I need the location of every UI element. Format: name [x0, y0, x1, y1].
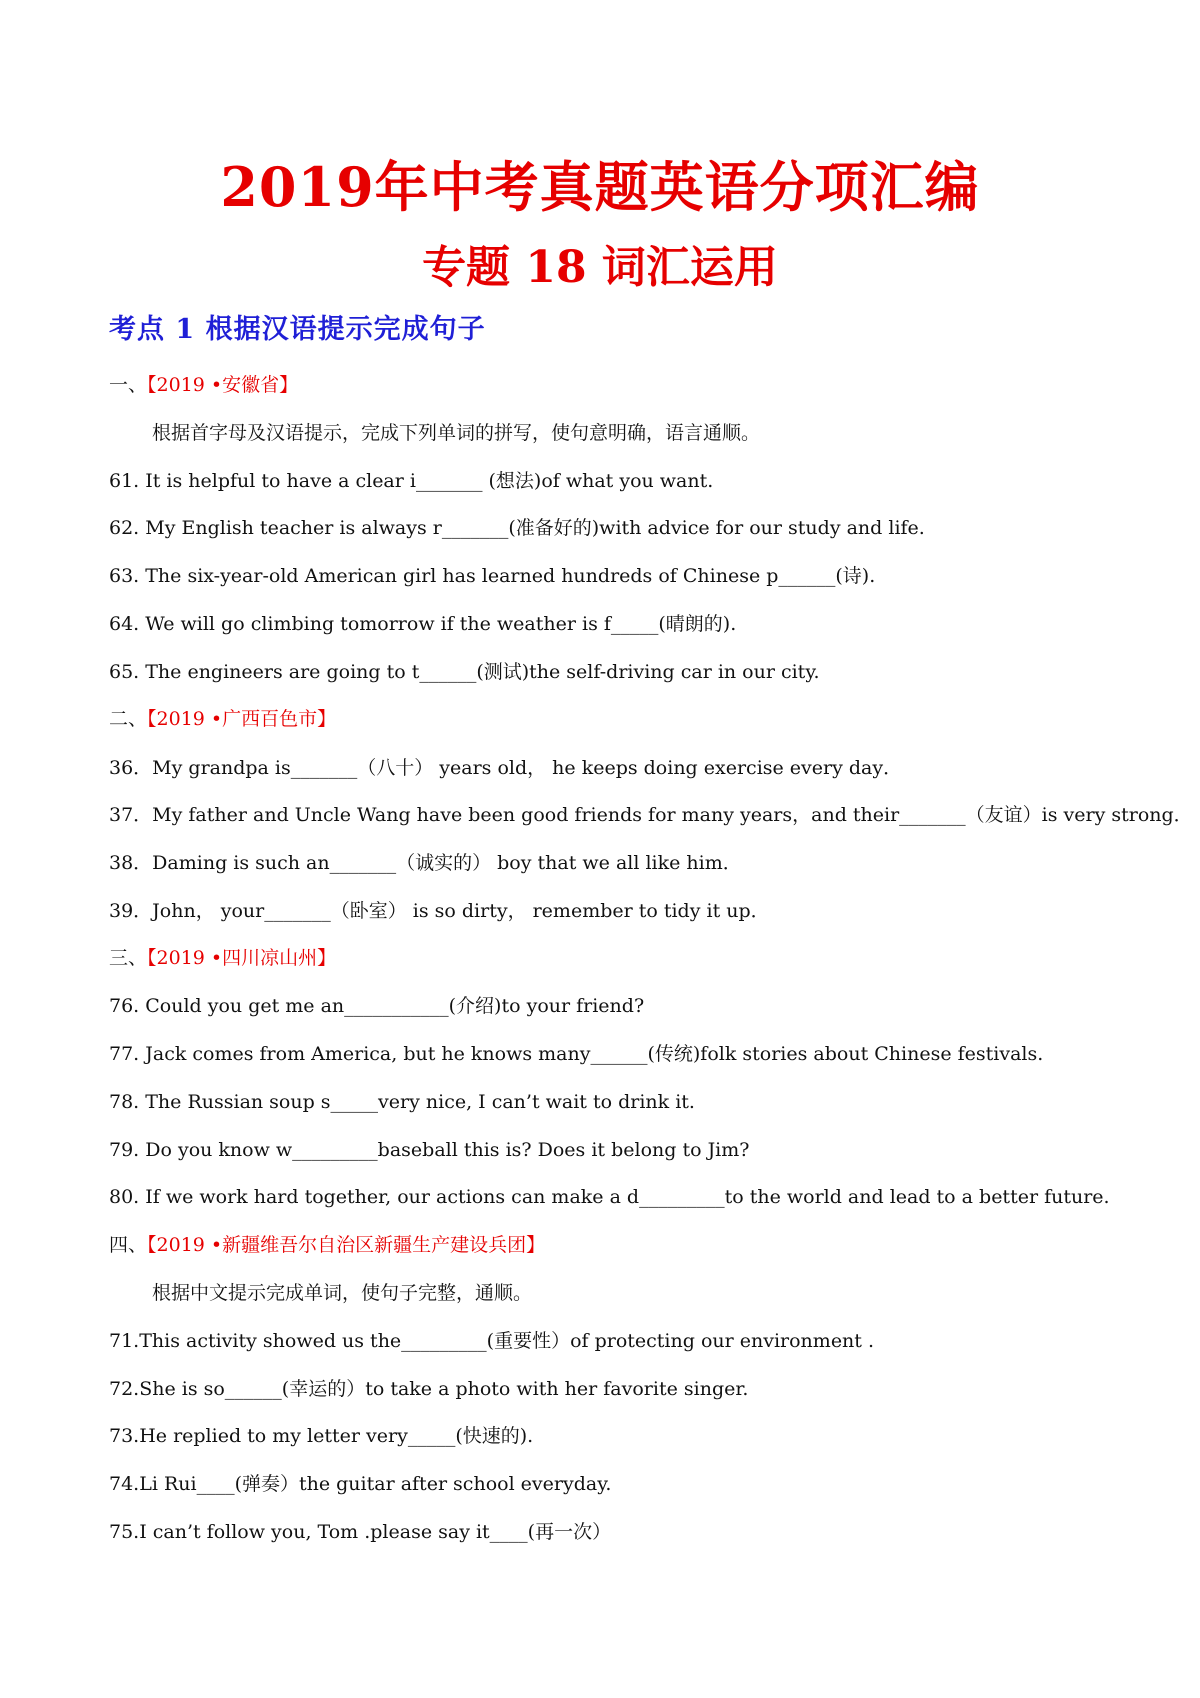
document-title: 2019年中考真题英语分项汇编 — [220, 155, 980, 219]
question-item: 79. Do you know w_________baseball this is? Does it belong to Jim? — [109, 1139, 750, 1161]
question-item: 72.She is so______(幸运的）to take a photo with her favorite singer. — [109, 1378, 749, 1400]
question-item: 74.Li Rui____(弹奏）the guitar after school everyday. — [109, 1473, 612, 1495]
question-item: 38．Daming is such an_______（诚实的） boy that we all like him． — [109, 852, 742, 874]
group-prefix: 二、 — [109, 708, 148, 730]
question-item: 75.I can’t follow you, Tom .please say it____(再一次） — [109, 1521, 612, 1543]
question-item: 77. Jack comes from America, but he knows many______(传统)folk stories about Chinese festivals. — [109, 1043, 1044, 1065]
group-source: 【2019 •安徽省】 — [147, 374, 299, 396]
question-item: 37．My father and Uncle Wang have been good friends for many years，and their_______（友谊）is very strong． — [109, 804, 1193, 826]
question-item: 62. My English teacher is always r_______(准备好的)with advice for our study and life. — [109, 517, 925, 539]
question-item: 39．John， your_______（卧室） is so dirty， remember to tidy it up． — [109, 900, 770, 922]
question-item: 65. The engineers are going to t______(测试)the self-driving car in our city. — [109, 661, 820, 683]
group-prefix: 一、 — [109, 374, 148, 396]
group-prefix: 四、 — [109, 1234, 148, 1256]
question-item: 73.He replied to my letter very_____(快速的). — [109, 1425, 534, 1447]
group-heading-3 — [109, 944, 336, 972]
question-item: 64. We will go climbing tomorrow if the weather is f_____(晴朗的). — [109, 613, 737, 635]
question-item: 80. If we work hard together, our actions can make a d_________to the world and lead to a better future. — [109, 1186, 1110, 1208]
question-item: 78. The Russian soup s_____very nice, I can’t wait to drink it. — [109, 1091, 695, 1113]
group-heading-2 — [109, 705, 336, 733]
document-subtitle: 专题 18 词汇运用 — [422, 242, 778, 293]
group-heading-1 — [109, 371, 298, 399]
question-item: 71.This activity showed us the_________(重要性）of protecting our environment . — [109, 1330, 875, 1352]
question-item: 76. Could you get me an___________(介绍)to your friend? — [109, 995, 645, 1017]
question-item: 61. It is helpful to have a clear i_______ (想法)of what you want. — [109, 470, 714, 492]
question-item: 36．My grandpa is_______（八十） years old， he keeps doing exercise every day． — [109, 757, 903, 779]
group-instruction-4: 根据中文提示完成单词，使句子完整，通顺。 — [152, 1282, 533, 1304]
group-source: 【2019 •广西百色市】 — [147, 708, 337, 730]
group-instruction-1: 根据首字母及汉语提示，完成下列单词的拼写，使句意明确，语言通顺。 — [152, 422, 761, 444]
group-heading-4 — [109, 1231, 545, 1259]
group-prefix: 三、 — [109, 947, 148, 969]
question-item: 63. The six-year-old American girl has learned hundreds of Chinese p______(诗). — [109, 565, 876, 587]
section-heading: 考点 1 根据汉语提示完成句子 — [109, 314, 486, 345]
group-source: 【2019 •四川凉山州】 — [147, 947, 337, 969]
group-source: 【2019 •新疆维吾尔自治区新疆生产建设兵团】 — [147, 1234, 546, 1256]
